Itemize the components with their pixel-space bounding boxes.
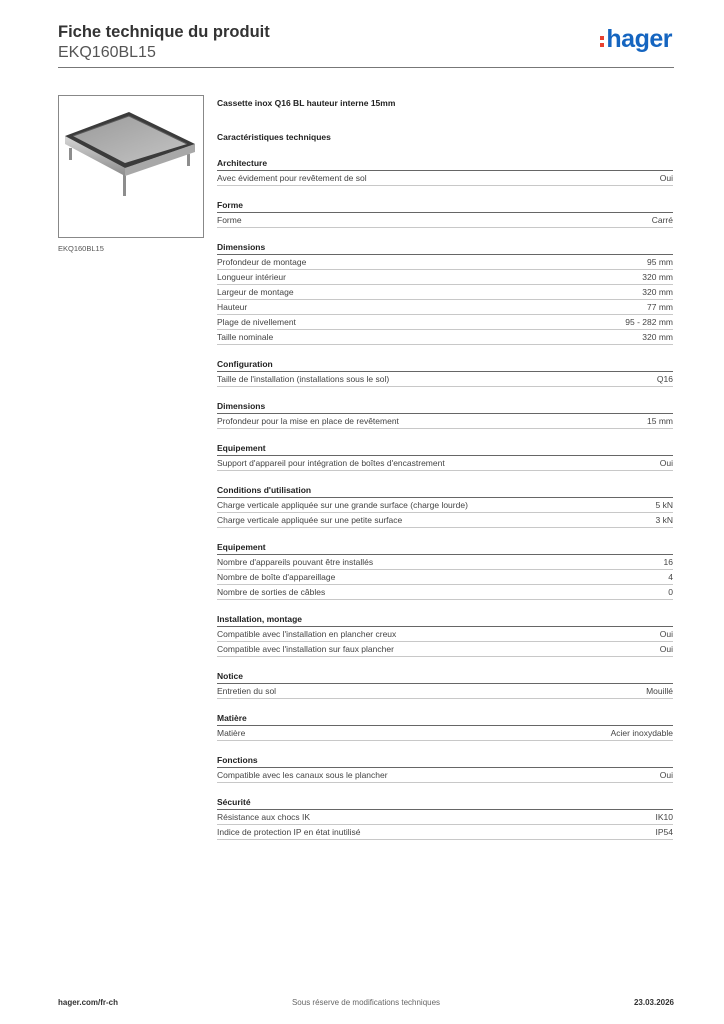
section-heading: Fonctions (217, 754, 673, 768)
spec-section (217, 484, 673, 528)
spec-row (217, 825, 673, 840)
characteristics-title: Caractéristiques techniques (217, 132, 331, 142)
section-heading: Notice (217, 670, 673, 684)
spec-value: 16 (663, 557, 673, 567)
section-heading: Configuration (217, 358, 673, 372)
spec-value: Oui (659, 644, 673, 654)
logo-text: hager (606, 25, 672, 53)
spec-section (217, 442, 673, 471)
hager-logo (600, 26, 672, 52)
spec-row (217, 255, 673, 270)
spec-value: 320 mm (642, 287, 673, 297)
spec-row (217, 300, 673, 315)
spec-value: Oui (659, 629, 673, 639)
page-title: Fiche technique du produit (58, 23, 270, 41)
spec-value: 15 mm (647, 416, 673, 426)
spec-value: 4 (668, 572, 673, 582)
product-image (58, 95, 204, 238)
product-reference: EKQ160BL15 (58, 44, 156, 61)
spec-value: IK10 (655, 812, 673, 822)
spec-value: 320 mm (642, 332, 673, 342)
spec-label: Profondeur pour la mise en place de revêtement (217, 416, 399, 426)
page-footer (58, 998, 674, 1010)
spec-row (217, 684, 673, 699)
spec-row (217, 456, 673, 471)
spec-label: Largeur de montage (217, 287, 294, 297)
spec-row (217, 810, 673, 825)
page-header (58, 22, 674, 68)
section-heading: Equipement (217, 541, 673, 555)
spec-row (217, 270, 673, 285)
section-heading: Conditions d'utilisation (217, 484, 673, 498)
spec-section (217, 157, 673, 186)
spec-label: Matière (217, 728, 246, 738)
spec-section (217, 400, 673, 429)
header-divider (58, 67, 674, 68)
spec-row (217, 726, 673, 741)
spec-value: 3 kN (655, 515, 673, 525)
spec-row (217, 627, 673, 642)
section-heading: Dimensions (217, 241, 673, 255)
spec-label: Charge verticale appliquée sur une petite surface (217, 515, 403, 525)
section-heading: Dimensions (217, 400, 673, 414)
spec-row (217, 315, 673, 330)
spec-section (217, 613, 673, 657)
section-heading: Equipement (217, 442, 673, 456)
spec-value: 0 (668, 587, 673, 597)
spec-label: Taille nominale (217, 332, 274, 342)
section-heading: Installation, montage (217, 613, 673, 627)
spec-label: Résistance aux chocs IK (217, 812, 311, 822)
spec-section (217, 670, 673, 699)
spec-value: Carré (651, 215, 673, 225)
spec-row (217, 513, 673, 528)
spec-row (217, 555, 673, 570)
spec-label: Compatible avec l'installation sur faux plancher (217, 644, 394, 654)
floor-box-cassette-icon (59, 96, 203, 237)
footer-notice: Sous réserve de modifications techniques (291, 998, 441, 1007)
spec-label: Compatible avec les canaux sous le plancher (217, 770, 388, 780)
spec-label: Hauteur (217, 302, 248, 312)
spec-row (217, 285, 673, 300)
spec-section (217, 541, 673, 600)
spec-label: Forme (217, 215, 242, 225)
spec-value: Oui (659, 173, 673, 183)
spec-value: Acier inoxydable (610, 728, 673, 738)
spec-label: Nombre de boîte d'appareillage (217, 572, 336, 582)
logo-dots-icon (600, 36, 604, 47)
section-heading: Sécurité (217, 796, 673, 810)
spec-value: IP54 (655, 827, 673, 837)
spec-label: Avec évidement pour revêtement de sol (217, 173, 367, 183)
spec-section (217, 754, 673, 783)
section-heading: Matière (217, 712, 673, 726)
spec-section (217, 358, 673, 387)
spec-label: Indice de protection IP en état inutilisé (217, 827, 361, 837)
spec-label: Charge verticale appliquée sur une grande surface (charge lourde) (217, 500, 468, 510)
footer-date: 23.03.2026 (633, 998, 674, 1007)
spec-value: Q16 (656, 374, 673, 384)
spec-label: Entretien du sol (217, 686, 277, 696)
spec-value: Oui (659, 770, 673, 780)
spec-row (217, 570, 673, 585)
spec-label: Longueur intérieur (217, 272, 286, 282)
spec-sections (217, 157, 673, 840)
section-heading: Architecture (217, 157, 673, 171)
spec-section (217, 712, 673, 741)
spec-section (217, 199, 673, 228)
spec-section (217, 796, 673, 840)
spec-row (217, 585, 673, 600)
spec-value: 95 - 282 mm (625, 317, 673, 327)
spec-row (217, 372, 673, 387)
spec-label: Nombre de sorties de câbles (217, 587, 326, 597)
spec-content (217, 97, 673, 853)
spec-value: 320 mm (642, 272, 673, 282)
spec-row (217, 330, 673, 345)
product-title: Cassette inox Q16 BL hauteur interne 15mm (217, 98, 396, 108)
spec-label: Support d'appareil pour intégration de boîtes d'encastrement (217, 458, 445, 468)
spec-row (217, 642, 673, 657)
spec-label: Taille de l'installation (installations sous le sol) (217, 374, 390, 384)
spec-label: Plage de nivellement (217, 317, 296, 327)
spec-label: Compatible avec l'installation en plancher creux (217, 629, 397, 639)
spec-row (217, 213, 673, 228)
image-caption: EKQ160BL15 (58, 244, 104, 253)
spec-value: 95 mm (647, 257, 673, 267)
footer-website[interactable]: hager.com/fr-ch (58, 998, 119, 1007)
spec-value: 77 mm (647, 302, 673, 312)
spec-row (217, 768, 673, 783)
section-heading: Forme (217, 199, 673, 213)
spec-value: Mouillé (646, 686, 673, 696)
spec-value: 5 kN (655, 500, 673, 510)
spec-label: Nombre d'appareils pouvant être installés (217, 557, 374, 567)
spec-row (217, 414, 673, 429)
spec-value: Oui (659, 458, 673, 468)
spec-label: Profondeur de montage (217, 257, 307, 267)
spec-row (217, 171, 673, 186)
spec-section (217, 241, 673, 345)
spec-row (217, 498, 673, 513)
